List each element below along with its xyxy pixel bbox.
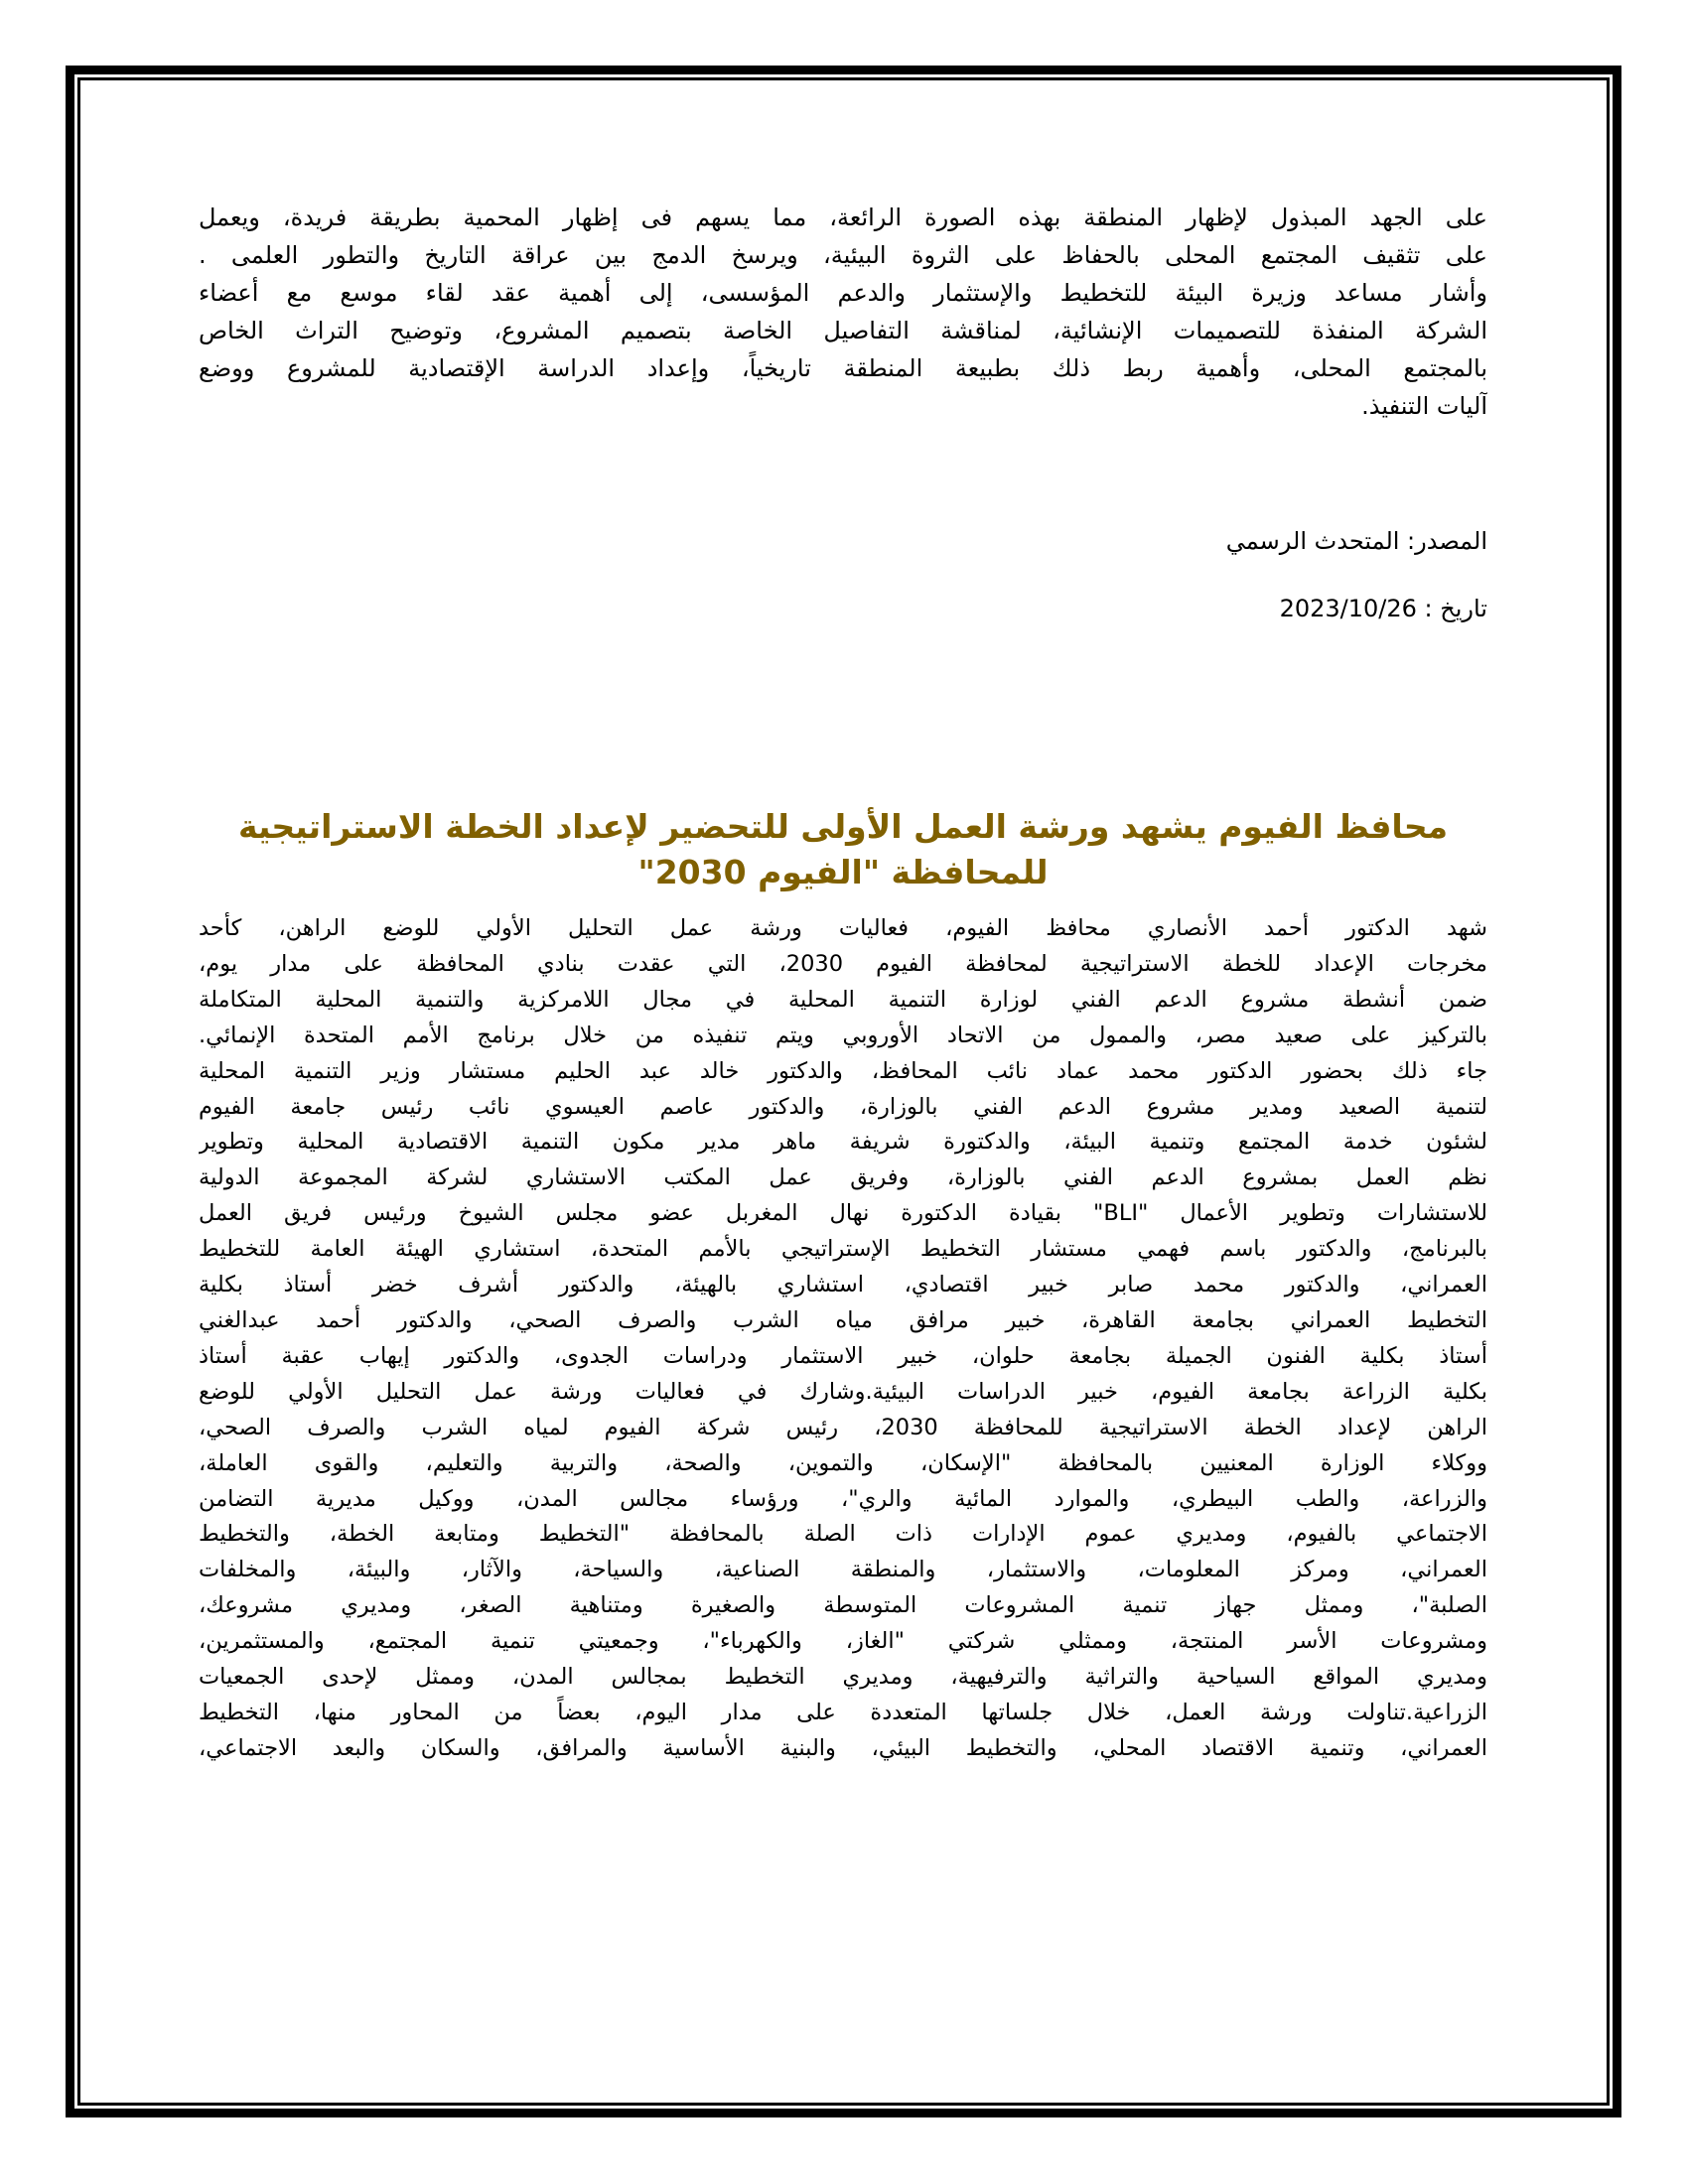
article-line: شهد الدكتور أحمد الأنصاري محافظ الفيوم، فعاليات ورشة عمل التحليل الأولي للوضع الراهن، كأحد — [199, 915, 1487, 941]
article-line: والزراعة، والطب البيطري، والموارد المائية والري"، ورؤساء مجالس المدن، ووكيل مديرية التضامن — [199, 1485, 1487, 1512]
article-line: الزراعية.تناولت ورشة العمل، خلال جلساتها المتعددة على مدار اليوم، بعضاً من المحاور منها، التخطيط — [199, 1699, 1487, 1725]
paragraph-line: وأشار مساعد وزيرة البيئة للتخطيط والإستثمار والدعم المؤسسى، إلى أهمية عقد لقاء موسع مع أعضاء — [199, 279, 1487, 307]
paragraph-line: الشركة المنفذة للتصميمات الإنشائية، لمناقشة التفاصيل الخاصة بتصميم المشروع، وتوضيح التراث الخاص — [199, 317, 1487, 344]
paragraph-line: آليات التنفيذ. — [1361, 392, 1487, 420]
article-line: الصلبة"، وممثل جهاز تنمية المشروعات المتوسطة والصغيرة ومتناهية الصغر، ومديري مشروعك، — [199, 1592, 1487, 1619]
article-line: للاستشارات وتطوير الأعمال "BLI" بقيادة الدكتورة نهال المغربل عضو مجلس الشيوخ ورئيس فريق العمل — [199, 1200, 1487, 1227]
date-label: تاريخ : 2023/10/26 — [1279, 595, 1487, 622]
article-line: ومشروعات الأسر المنتجة، وممثلي شركتي "الغاز، والكهرباء"، وجمعيتي تنمية المجتمع، والمستثمرين، — [199, 1628, 1487, 1655]
paragraph-line: بالمجتمع المحلى، وأهمية ربط ذلك بطبيعة المنطقة تاريخياً، وإعداد الدراسة الإقتصادية للمشروع ووضع — [199, 354, 1487, 382]
article-line: بكلية الزراعة بجامعة الفيوم، خبير الدراسات البيئية.وشارك في فعاليات ورشة عمل التحليل الأولي للوضع — [199, 1378, 1487, 1405]
article-line: أستاذ بكلية الفنون الجميلة بجامعة حلوان، خبير الاستثمار ودراسات الجدوى، والدكتور إيهاب عقبة أستاذ — [199, 1342, 1487, 1369]
article-line: ووكلاء الوزارة المعنيين بالمحافظة "الإسكان، والتموين، والصحة، والتربية والتعليم، والقوى العاملة، — [199, 1449, 1487, 1476]
article-line: العمراني، ومركز المعلومات، والاستثمار، والمنطقة الصناعية، والسياحة، والآثار، والبيئة، والمخلفات — [199, 1557, 1487, 1583]
paragraph-line: على تثقيف المجتمع المحلى بالحفاظ على الثروة البيئية، ويرسخ الدمج بين عراقة التاريخ والتطور العلمى . — [199, 241, 1487, 269]
article-line: لشئون خدمة المجتمع وتنمية البيئة، والدكتورة شريفة ماهر مدير مكون التنمية الاقتصادية المحلية وتطوير — [199, 1129, 1487, 1156]
article-line: بالبرنامج، والدكتور باسم فهمي مستشار التخطيط الإستراتيجي بالأمم المتحدة، استشاري الهيئة العامة للتخطيط — [199, 1236, 1487, 1263]
article-line: لتنمية الصعيد ومدير مشروع الدعم الفني بالوزارة، والدكتور عاصم العيسوي نائب رئيس جامعة الفيوم — [199, 1093, 1487, 1120]
article-title-line: للمحافظة "الفيوم 2030" — [637, 853, 1049, 891]
article-title-line: محافظ الفيوم يشهد ورشة العمل الأولى للتحضير لإعداد الخطة الاستراتيجية — [237, 807, 1449, 846]
source-label: المصدر: المتحدث الرسمي — [1225, 527, 1487, 555]
article-line: الاجتماعي بالفيوم، ومديري عموم الإدارات ذات الصلة بالمحافظة "التخطيط ومتابعة الخطة، والتخطيط — [199, 1521, 1487, 1548]
article-line: مخرجات الإعداد للخطة الاستراتيجية لمحافظة الفيوم 2030، التي عقدت بنادي المحافظة على مدار يوم، — [199, 950, 1487, 977]
article-line: جاء ذلك بحضور الدكتور محمد عماد نائب المحافظ، والدكتور خالد عبد الحليم مستشار وزير التنمية المحلية — [199, 1057, 1487, 1084]
article-line: التخطيط العمراني بجامعة القاهرة، خبير مرافق مياه الشرب والصرف الصحي، والدكتور أحمد عبدالغني — [199, 1306, 1487, 1333]
article-line: بالتركيز على صعيد مصر، والممول من الاتحاد الأوروبي ويتم تنفيذه من خلال برنامج الأمم المتحدة الإنمائي. — [199, 1022, 1487, 1048]
paragraph-line: على الجهد المبذول لإظهار المنطقة بهذه الصورة الرائعة، مما يسهم فى إظهار المحمية بطريقة فريدة، ويعمل — [199, 204, 1487, 231]
article-line: نظم العمل بمشروع الدعم الفني بالوزارة، وفريق عمل المكتب الاستشاري لشركة المجموعة الدولية — [199, 1164, 1487, 1191]
article-body — [199, 911, 1487, 1767]
article-line: الراهن لإعداد الخطة الاستراتيجية للمحافظة 2030، رئيس شركة الفيوم لمياه الشرب والصرف الصحي، — [199, 1414, 1487, 1440]
article-line: ومديري المواقع السياحية والتراثية والترفيهية، ومديري التخطيط بمجالس المدن، وممثل لإحدى الجمعيات — [199, 1664, 1487, 1691]
article-line: ضمن أنشطة مشروع الدعم الفني لوزارة التنمية المحلية في مجال اللامركزية والتنمية المحلية المتكاملة — [199, 986, 1487, 1013]
article-line: العمراني، وتنمية الاقتصاد المحلي، والتخطيط البيئي، والبنية الأساسية والمرافق، والسكان والبعد الاجتماعي، — [199, 1734, 1487, 1761]
article-title — [199, 804, 1487, 895]
previous-article-paragraph — [199, 199, 1487, 425]
article-line: العمراني، والدكتور محمد صابر خبير اقتصادي، استشاري بالهيئة، والدكتور أشرف خضر أستاذ بكلية — [199, 1272, 1487, 1298]
